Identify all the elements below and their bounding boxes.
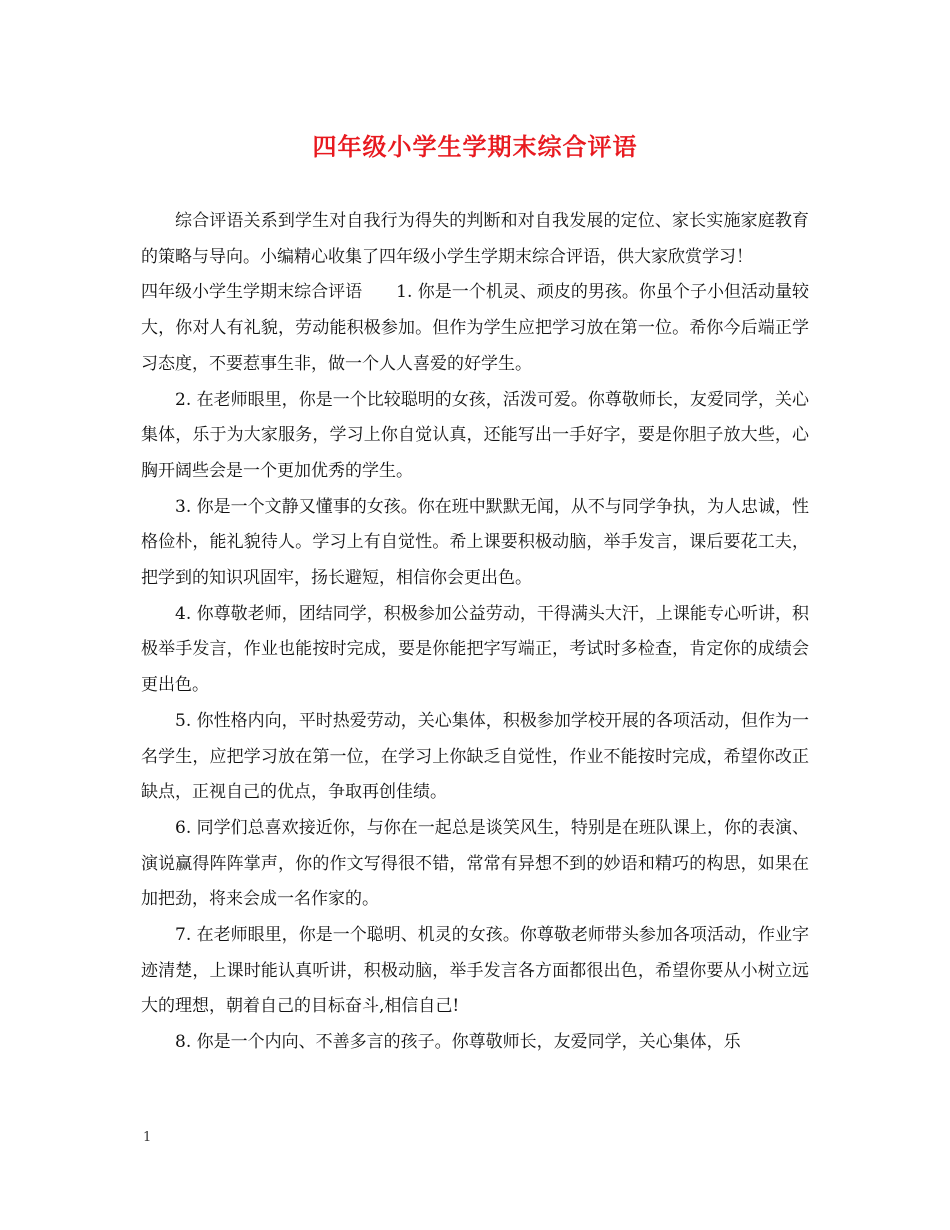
page-title: 四年级小学生学期末综合评语 [312,132,638,161]
intro-paragraph: 综合评语关系到学生对自我行为得失的判断和对自我发展的定位、家长实施家庭教育的策略与导向。小编精心收集了四年级小学生学期末综合评语，供大家欣赏学习！ [141,211,809,267]
document-body [141,204,809,1061]
comment-paragraph-4: 4. 你尊敬老师，团结同学，积极参加公益劳动，干得满头大汗，上课能专心听讲，积极举手发言，作业也能按时完成，要是你能把字写端正，考试时多检查，肯定你的成绩会更出色。 [141,603,809,696]
comment-paragraph-7: 7. 在老师眼里，你是一个聪明、机灵的女孩。你尊敬老师带头参加各项活动，作业字迹清楚，上课时能认真听讲，积极动脑，举手发言各方面都很出色，希望你要从小树立远大的理想，朝着自己的目标奋斗,相信自己! [141,925,809,1017]
comment-paragraph-3: 3. 你是一个文静又懂事的女孩。你在班中默默无闻，从不与同学争执，为人忠诚，性格俭朴，能礼貌待人。学习上有自觉性。希上课要积极动脑，举手发言，课后要花工夫，把学到的知识巩固牢，扬长避短，相信你会更出色。 [141,496,809,589]
page-number: 1 [143,1130,152,1145]
comment-paragraph-1: 四年级小学生学期末综合评语 1. 你是一个机灵、顽皮的男孩。你虽个子小但活动量较大，你对人有礼貌，劳动能积极参加。但作为学生应把学习放在第一位。希你今后端正学习态度，不要惹事生非，做一个人人喜爱的好学生。 [141,282,809,374]
comment-paragraph-8: 8. 你是一个内向、不善多言的孩子。你尊敬师长，友爱同学，关心集体，乐 [175,1032,741,1053]
comment-paragraph-6: 6. 同学们总喜欢接近你，与你在一起总是谈笑风生，特别是在班队课上，你的表演、演说赢得阵阵掌声，你的作文写得很不错，常常有异想不到的妙语和精巧的构思，如果在加把劲，将来会成一名作家的。 [141,817,809,910]
comment-paragraph-5: 5. 你性格内向，平时热爱劳动，关心集体，积极参加学校开展的各项活动，但作为一名学生，应把学习放在第一位，在学习上你缺乏自觉性，作业不能按时完成，希望你改正缺点，正视自己的优点，争取再创佳绩。 [141,710,809,803]
comment-paragraph-2: 2. 在老师眼里，你是一个比较聪明的女孩，活泼可爱。你尊敬师长，友爱同学，关心集体，乐于为大家服务，学习上你自觉认真，还能写出一手好字，要是你胆子放大些，心胸开阔些会是一个更加优秀的学生。 [141,389,809,481]
